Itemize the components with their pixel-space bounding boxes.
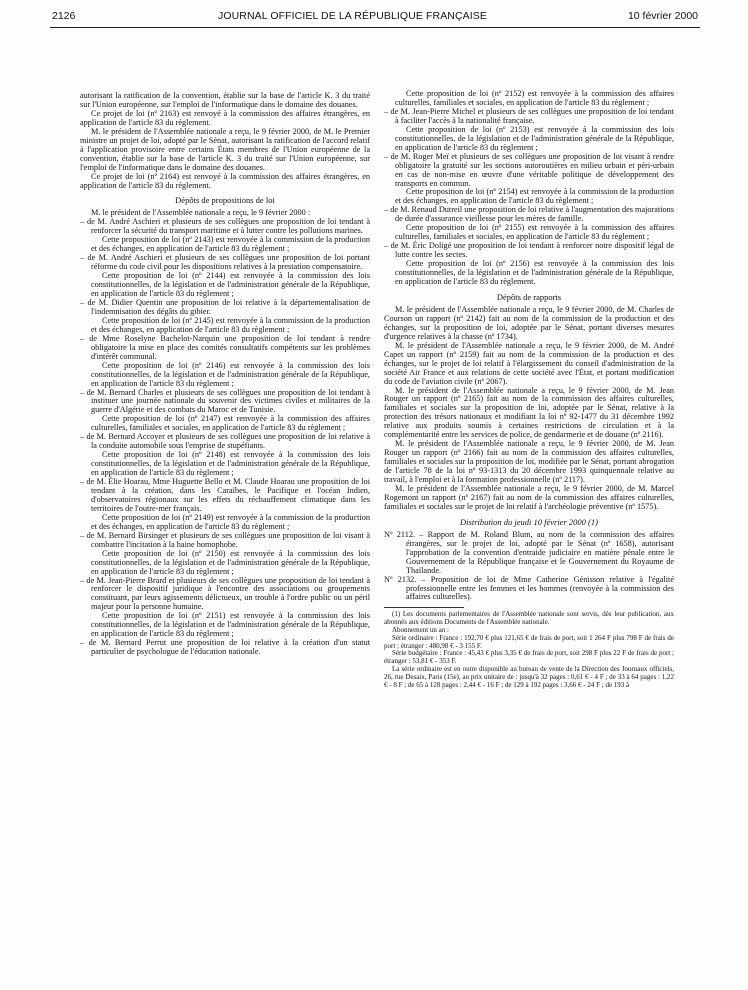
paragraph: autorisant la ratification de la convention, établie sur la base de l'article K. 3 du traité sur l'Union européenne, sur l'emploi de l'informatique dans le domaine des douanes. <box>80 91 370 109</box>
page-header <box>0 0 748 24</box>
section-heading: Dépôts de rapports <box>496 291 562 302</box>
footnote: Série budgétaire : France : 45,43 € plus 3,35 € de frais de port, soit 298 F plus 22 F de frais de port ; étranger : 53,81 € - 353 F. <box>384 649 674 666</box>
paragraph: M. le président de l'Assemblée nationale a reçu, le 9 février 2000, de M. Jean Rouger un rapport (nº 2165) fait au nom de la commission des affaires culturelles, familiales et sociales sur la proposition de loi, adoptée par le Sénat, relative à la protection des trésors nationaux et modifiant la loi nº 92-1477 du 31 décembre 1992 relative aux produits soumis à certaines restrictions de circulation et à la complémentarité entre les services de police, de gendarmerie et de douane (nº 2116). <box>384 385 674 440</box>
footnote: Abonnement un an : <box>392 626 449 635</box>
section-heading: Distribution du jeudi 10 février 2000 (1) <box>460 516 598 527</box>
referral-text: Cette proposition de loi (nº 2149) est renvoyée à la commission de la production et des échanges, en application de l'article 83 du règlement ; <box>91 512 370 531</box>
referral-text: Cette proposition de loi (nº 2155) est renvoyée à la commission des affaires culturelles, familiales et sociales, en application de l'article 83 du règlement ; <box>395 223 674 242</box>
list-item: Nº 2132. – Proposition de loi de Mme Catherine Génisson relative à l'égalité professionnelle entre les femmes et les hommes (renvoyée à la commission des affaires culturelles). <box>384 574 674 602</box>
paragraph: M. le président de l'Assemblée nationale a reçu, le 9 février 2000, de M. le Premier ministre un projet de loi, adopté par le Sénat, autorisant la ratification de l'accord relatif à l'application provisoire entre certains États membres de l'Union européenne de la convention, établie sur la base de l'article K. 3 du traité sur l'Union européenne, sur l'emploi de l'informatique dans le domaine des douanes. <box>80 126 370 172</box>
list-item: – de M. Bernard Birsinger et plusieurs de ses collègues une proposition de loi visant à combattre l'incitation à la haine homophobe. <box>80 530 370 549</box>
footnote: Série ordinaire : France : 192,70 € plus 121,65 € de frais de port, soit 1 264 F plus 798 F de frais de port ; étranger : 480,98 € - 3 155 F. <box>384 633 674 650</box>
list-item: – de M. André Aschieri et plusieurs de ses collègues une proposition de loi portant réforme du code civil pour les dispositions relatives à la prestation compensatoire. <box>80 253 370 272</box>
list-item: Nº 2112. – Rapport de M. Roland Blum, au nom de la commission des affaires étrangères, sur le projet de loi, adopté par le Sénat (nº 1658), autorisant l'approbation de la convention d'entraide judiciaire en matière pénale entre le Gouvernement de la République française et le Gouvernement du Royaume de Thaïlande. <box>384 529 674 575</box>
journal-title: JOURNAL OFFICIEL DE LA RÉPUBLIQUE FRANÇAISE <box>218 10 487 22</box>
list-item: – de M. Roger Meï et plusieurs de ses collègues une proposition de loi visant à rendre obligatoire la gratuité sur les sections autoroutières en milieu urbain et péri-urbain en cas de non-mise en œuvre d'une véritable politique de développement des transports en commun. <box>384 151 674 188</box>
list-item: – de M. Bernard Charles et plusieurs de ses collègues une proposition de loi tendant à instituer une journée nationale du souvenir des victimes civiles et militaires de la guerre d'Algérie et des combats du Maroc et de Tunisie. <box>80 387 370 415</box>
section-heading: Dépôts de propositions de loi <box>175 195 275 206</box>
paragraph: M. le président de l'Assemblée nationale a reçu, le 9 février 2000, de M. Marcel Rogemont un rapport (nº 2167) fait au nom de la commission des affaires culturelles, familiales et sociales sur le projet de loi relatif à l'archéologie préventive (nº 1575). <box>384 483 674 511</box>
page-number: 2126 <box>52 10 76 22</box>
referral-text: Cette proposition de loi (nº 2148) est renvoyée à la commission des lois constitutionnelles, de la législation et de l'administration générale de la République, en application de l'article 83 du règlement ; <box>91 450 370 478</box>
referral-text: Cette proposition de loi (nº 2151) est renvoyée à la commission des lois constitutionnelles, de la législation et de l'administration générale de la République, en application de l'article 83 du règlement ; <box>91 611 370 639</box>
referral-text: Cette proposition de loi (nº 2144) est renvoyée à la commission des lois constitutionnelles, de la législation et de l'administration générale de la République, en application de l'article 83 du règlement ; <box>91 271 370 299</box>
list-item: – de M. Jean-Pierre Brard et plusieurs de ses collègues une proposition de loi tendant à renforcer le dispositif juridique à l'encontre des associations ou groupements constituant, par leurs agissements délictueux, un trouble à l'ordre public ou un péril majeur pour la personne humaine. <box>80 575 370 612</box>
footnote: La série ordinaire est en outre disponible au bureau de vente de la Direction des Journaux officiels, 26, rue Desaix, Paris (15e), au prix unitaire de : jusqu'à 32 pages : 0,61 € - 4 F ; de 33 à 64 pages : 1,22 € - 8 F ; de 65 à 128 pages : 2,44 € - 16 F ; de 129 à 192 pages : 3,66 € - 24 F ; de 193 à <box>384 665 674 689</box>
referral-text: Cette proposition de loi (nº 2150) est renvoyée à la commission des lois constitutionnelles, de la législation et de l'administration générale de la République, en application de l'article 83 du règlement ; <box>91 548 370 576</box>
referral-text: Cette proposition de loi (nº 2153) est renvoyée à la commission des lois constitutionnelles, de la législation et de l'administration générale de la République, en application de l'article 83 du règlement ; <box>395 124 674 152</box>
footnote: (1) Les documents parlementaires de l'Assemblée nationale sont servis, dès leur publication, aux abonnés aux éditions Documents de l'Assemblée nationale. <box>384 610 674 627</box>
paragraph: Ce projet de loi (nº 2163) est renvoyé à la commission des affaires étrangères, en application de l'article 83 du règlement. <box>80 108 370 127</box>
list-item: – de M. Jean-Pierre Michel et plusieurs de ses collègues une proposition de loi tendant à faciliter l'accès à la nationalité française. <box>384 106 674 125</box>
referral-text: Cette proposition de loi (nº 2156) est renvoyée à la commission des lois constitutionnelles, de la législation et de l'administration générale de la République, en application de l'article 83 du règlement. <box>395 259 674 287</box>
list-item: – de M. Bernard Perrut une proposition de loi relative à la création d'un statut particulier de psychologue de l'éducation nationale. <box>80 638 370 657</box>
referral-text: Cette proposition de loi (nº 2146) est renvoyée à la commission des lois constitutionnelles, de la législation et de l'administration générale de la République, en application de l'article 83 du règlement ; <box>91 360 370 388</box>
footnote-rule <box>384 607 464 608</box>
referral-text: Cette proposition de loi (nº 2145) est renvoyée à la commission de la production et des échanges, en application de l'article 83 du règlement ; <box>91 315 370 334</box>
list-item: – de M. Didier Quentin une proposition de loi relative à la départementalisation de l'indemnisation des dégâts du gibier. <box>80 297 370 316</box>
paragraph: M. le président de l'Assemblée nationale a reçu, le 9 février 2000, de M. Charles de Courson un rapport (nº 2142) fait au nom de la commission de la production et des échanges, sur la proposition de loi, adoptée par le Sénat, portant diverses mesures d'urgence relatives à la chasse (nº 1734). <box>384 304 674 341</box>
paragraph: Ce projet de loi (nº 2164) est renvoyé à la commission des affaires étrangères, en application de l'article 83 du règlement. <box>80 171 370 190</box>
left-column <box>80 92 370 657</box>
right-column <box>384 90 674 689</box>
list-item: – de M. Bernard Accoyer et plusieurs de ses collègues une proposition de loi relative à la conduite automobile sous l'emprise de stupéfiants. <box>80 432 370 451</box>
referral-text: Cette proposition de loi (nº 2152) est renvoyée à la commission des affaires culturelles, familiales et sociales, en application de l'article 83 du règlement ; <box>395 89 674 107</box>
issue-date: 10 février 2000 <box>627 10 698 22</box>
paragraph: M. le président de l'Assemblée nationale a reçu, le 9 février 2000 : <box>91 208 311 218</box>
list-item: – de M. Éric Doligé une proposition de loi tendant à renforcer notre dispositif légal de lutte contre les sectes. <box>384 241 674 260</box>
referral-text: Cette proposition de loi (nº 2154) est renvoyée à la commission de la production et des échanges, en application de l'article 83 du règlement ; <box>395 187 674 206</box>
list-item: – de M. Renaud Dutreil une proposition de loi relative à l'augmentation des majorations de durée d'assurance vieillesse pour les mères de famille. <box>384 205 674 224</box>
header-rule <box>50 27 700 28</box>
paragraph: M. le président de l'Assemblée nationale a reçu, le 9 février 2000, de M. André Capet un rapport (nº 2159) fait au nom de la commission de la production et des échanges, sur le projet de loi relatif à l'élargissement du conseil d'administration de la société Air France et aux relations de cette société avec l'État, et portant modification du code de l'aviation civile (nº 2067). <box>384 340 674 386</box>
list-item: – de M. André Aschieri et plusieurs de ses collègues une proposition de loi tendant à renforcer la sécurité du transport maritime et à lutter contre les pollutions marines. <box>80 217 370 236</box>
referral-text: Cette proposition de loi (nº 2147) est renvoyée à la commission des affaires culturelles, familiales et sociales, en application de l'article 83 du règlement ; <box>91 414 370 433</box>
list-item: – de Mme Roselyne Bachelot-Narquin une proposition de loi tendant à rendre obligatoire la mise en place des comités consultatifs compétents sur les problèmes d'intérêt communal. <box>80 333 370 361</box>
list-item: – de M. Élie Hoarau, Mme Huguette Bello et M. Claude Hoarau une proposition de loi tendant à la création, dans les Caraïbes, le Pacifique et l'océan Indien, d'observatoires régionaux sur les effets du réchauffement climatique dans les territoires de l'outre-mer français. <box>80 477 370 513</box>
referral-text: Cette proposition de loi (nº 2143) est renvoyée à la commission de la production et des échanges, en application de l'article 83 du règlement ; <box>91 235 370 254</box>
paragraph: M. le président de l'Assemblée nationale a reçu, le 9 février 2000, de M. Jean Rouger un rapport (nº 2166) fait au nom de la commission des affaires culturelles, familiales et sociales sur la proposition de loi, modifiée par le Sénat, portant abrogation de l'article 78 de la loi nº 93-1313 du 20 décembre 1993 quinquennale relative au travail, à l'emploi et à la formation professionnelle (nº 2117). <box>384 439 674 485</box>
